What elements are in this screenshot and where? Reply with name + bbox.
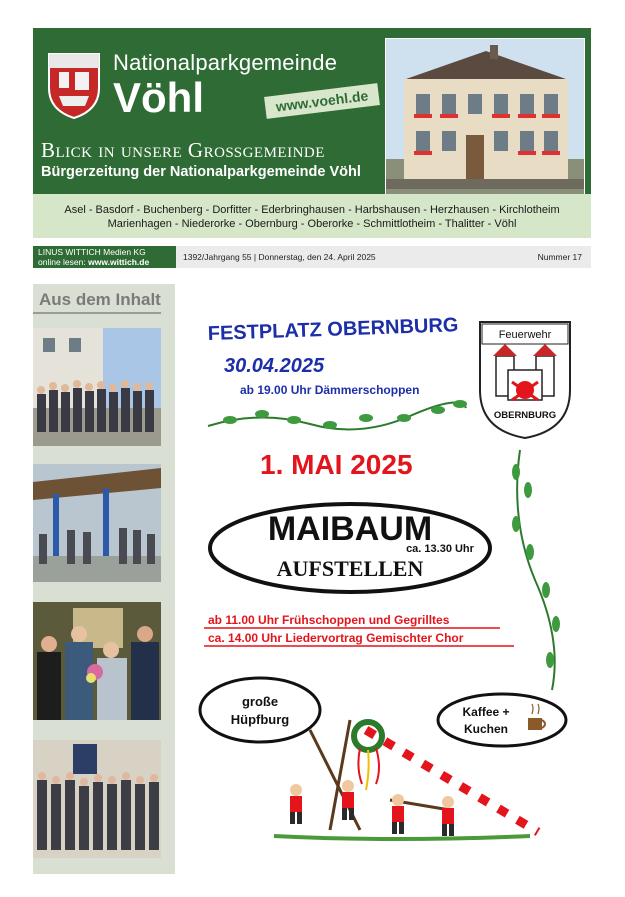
poster-festplatz: FESTPLATZ OBERNBURG <box>207 314 459 345</box>
online-prefix: online lesen: <box>38 257 86 267</box>
poster-date-may: 1. MAI 2025 <box>260 449 413 480</box>
website-link[interactable]: www.voehl.de <box>264 83 380 119</box>
poster-maibaum: MAIBAUM <box>267 510 433 548</box>
masthead <box>33 28 591 194</box>
poster-kaffee-line2: Kuchen <box>463 722 509 736</box>
village-list <box>33 194 591 238</box>
vine-decoration-right <box>512 450 560 690</box>
issue-number: Nummer 17 <box>537 252 582 262</box>
contents-photo-honoring[interactable] <box>33 602 161 720</box>
masthead-subtitle: Bürgerzeitung der Nationalparkgemeinde Vöhl <box>41 164 361 180</box>
kaffee-bubble <box>438 694 566 746</box>
contents-heading: Aus dem Inhalt <box>39 290 161 309</box>
issue-info-bar <box>33 246 591 268</box>
poster-aufstellen: AUFSTELLEN <box>276 556 424 581</box>
contents-sidebar <box>33 284 175 874</box>
online-line <box>38 257 171 267</box>
poster-fruehschoppen: ab 11.00 Uhr Frühschoppen und Gegrilltes <box>208 613 450 627</box>
contents-photo-group-shelter[interactable] <box>33 464 161 582</box>
publisher-box <box>33 246 176 268</box>
poster-liedervortrag: ca. 14.00 Uhr Liedervortrag Gemischter Chor <box>208 631 464 645</box>
village-list-line1: Asel - Basdorf - Buchenberg - Dorfitter - Ederbringhausen - Harbshausen - Herzhausen - Kirchlotheim <box>64 204 560 216</box>
contents-divider <box>33 312 161 314</box>
coat-of-arms-icon <box>45 48 103 120</box>
poster-daemmerschoppen: ab 19.00 Uhr Dämmerschoppen <box>240 383 420 397</box>
masthead-tagline: Blick in unsere Großgemeinde <box>41 138 325 162</box>
issue-details: 1392/Jahrgang 55 | Donnerstag, den 24. April 2025 <box>183 252 376 262</box>
contents-photo-group-indoor[interactable] <box>33 740 161 858</box>
publisher-name: LINUS WITTICH Medien KG <box>38 247 146 257</box>
masthead-title-line2: Vöhl <box>113 74 204 121</box>
badge-title: Feuerwehr <box>498 329 552 341</box>
event-poster <box>190 290 590 875</box>
poster-huepfburg-line1: große <box>241 694 279 709</box>
poster-date-april: 30.04.2025 <box>224 355 325 377</box>
village-list-line2: Marienhagen - Niederorke - Obernburg - Oberorke - Schmittlotheim - Thalitter - Vöhl <box>107 218 517 230</box>
town-hall-photo <box>385 38 585 206</box>
badge-location: OBERNBURG <box>493 410 557 421</box>
poster-kaffee-line1: Kaffee + <box>462 705 510 719</box>
poster-maibaum-time: ca. 13.30 Uhr <box>406 543 474 555</box>
masthead-title-line1: Nationalparkgemeinde <box>113 50 338 75</box>
contents-photo-group-outdoor[interactable] <box>33 328 161 446</box>
vine-decoration-top <box>208 400 467 429</box>
huepfburg-bubble <box>200 678 320 742</box>
online-url[interactable]: www.wittich.de <box>88 257 150 267</box>
poster-huepfburg-line2: Hüpfburg <box>230 712 290 727</box>
